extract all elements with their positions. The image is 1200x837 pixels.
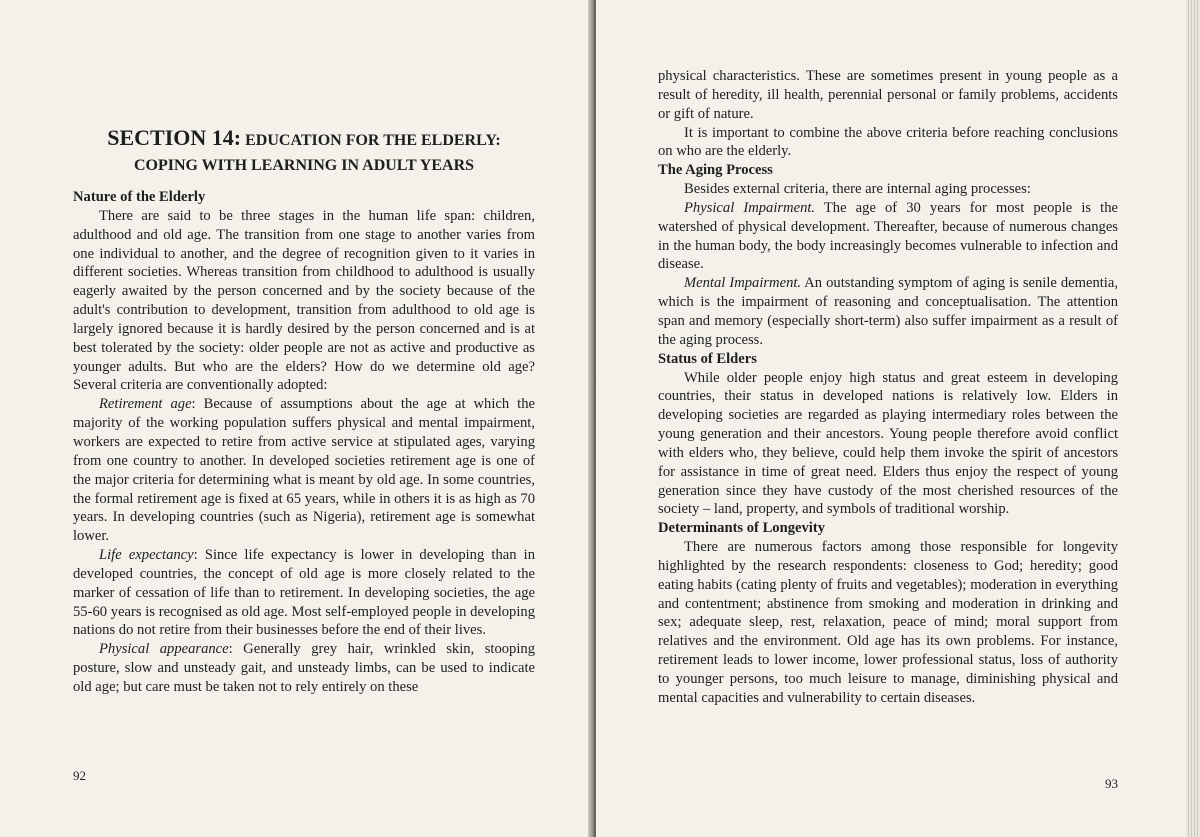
page-number-right: 93 [1105, 776, 1118, 791]
paragraph-physical-appearance [73, 640, 535, 697]
term-life-expectancy: Life expectancy [99, 547, 194, 564]
term-retirement-age: Retirement age [99, 396, 192, 413]
page-edges [1186, 0, 1200, 837]
paragraph-aging-intro: Besides external criteria, there are internal aging processes: [684, 181, 1031, 198]
term-mental-impairment: Mental Impairment. [684, 275, 802, 292]
heading-nature-of-elderly: Nature of the Elderly [73, 189, 206, 205]
term-physical-appearance: Physical appearance [99, 641, 229, 658]
right-page [596, 0, 1200, 837]
text-life-expectancy: : Since life expectancy is lower in developing than in developed countries, the concept of old age is more closely related to the marker of cessation of life than to retirement. In developing societies, the age 55-60 years is recognised as old age. Most self-employed people in developing nations do not retire from their businesses before the end of their lives. [73, 547, 535, 639]
term-physical-impairment: Physical Impairment. [684, 199, 816, 216]
section-label: SECTION 14: [107, 125, 242, 150]
left-page [0, 0, 592, 837]
heading-status-of-elders: Status of Elders [658, 350, 757, 367]
text-physical-appearance: : Generally grey hair, wrinkled skin, stooping posture, slow and unsteady gait, and unsteady limbs, can be used to indicate old age; but care must be taken not to rely entirely on these [73, 641, 535, 695]
right-text-column [658, 67, 1118, 708]
paragraph-status-of-elders: While older people enjoy high status and great esteem in developing countries, their status in developed nations is relatively low. Elders in developing societies are regarded as playing intermediary roles between the young generation and their ancestors. Young people therefore avoid conflict with elders who, they believe, could help them invoke the spirit of ancestors for assistance in time of great need. Elders thus enjoy the respect of young generation since they have custody of the most cherished resources of the society – land, property, and symbols of traditional worship. [658, 369, 1118, 518]
section-title-line1: EDUCATION FOR THE ELDERLY: [245, 132, 501, 149]
text-physical-impairment: The age of 30 years for most people is the watershed of physical development. Thereafter, because of numerous changes in the human body, the body increasingly becomes vulnerable to infection and disease. [658, 199, 1118, 273]
section-title [73, 125, 535, 178]
page-number-left: 92 [73, 768, 86, 783]
text-mental-impairment: An outstanding symptom of aging is senile dementia, which is the impairment of reasoning and conceptualisation. The attention span and memory (especially short-term) also suffer impairment as a result of the aging process. [658, 275, 1118, 348]
left-text-column [73, 188, 535, 697]
heading-aging-process: The Aging Process [658, 162, 773, 179]
paragraph-mental-impairment [658, 274, 1118, 349]
text-retirement-age: : Because of assumptions about the age at which the majority of the working population suffers physical and mental impairment, workers are expected to retire from active service at stipulated ages, varying from one country to another. In developed societies retirement age is one of the major criteria for determining what is meant by old age. In some countries, the formal retirement age is fixed at 65 years, while in others it is as high as 70 years. In developing countries (such as Nigeria), retirement age is somewhat lower. [73, 396, 535, 545]
heading-determinants-of-longevity: Determinants of Longevity [658, 520, 825, 537]
paragraph-life-stages: There are said to be three stages in the human life span: children, adulthood and old age. The transition from one stage to another varies from one individual to another, and the degree of recognition given to it varies in different societies. Whereas transition from childhood to adulthood is usually eagerly awaited by the person concerned and by the society because of the adult's contribution to development, transition from adulthood to old age is largely ignored because it is hardly desired by the person concerned and is at best tolerated by the society: older people are not as active and productive as younger adults. But who are the elders? How do we determine old age? Several criteria are conventionally adopted: [73, 207, 535, 394]
paragraph-retirement-age [73, 395, 535, 546]
paragraph-combine-criteria: It is important to combine the above criteria before reaching conclusions on who are the elderly. [658, 124, 1118, 160]
paragraph-determinants-of-longevity: There are numerous factors among those responsible for longevity highlighted by the research respondents: closeness to God; heredity; good eating habits (cating plenty of fruits and vegetables); moderation in everything and contentment; abstinence from smoking and moderation in drinking and sex; adequate sleep, rest, relaxation, peace of mind; moral support from relatives and the environment. Old age has its own problems. For instance, retirement leads to lower income, lower professional status, loss of authority to younger persons, too much leisure to manage, diminishing physical and mental capacities and vulnerability to certain diseases. [658, 539, 1118, 706]
paragraph-life-expectancy [73, 546, 535, 640]
paragraph-continued: physical characteristics. These are sometimes present in young people as a result of heredity, ill health, perennial personal or family problems, accidents or gift of nature. [658, 68, 1118, 122]
section-title-line2: COPING WITH LEARNING IN ADULT YEARS [133, 157, 475, 174]
paragraph-physical-impairment [658, 199, 1118, 274]
